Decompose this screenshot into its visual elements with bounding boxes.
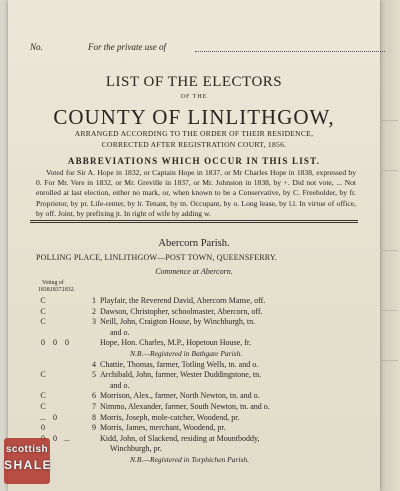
polling-place: POLLING PLACE, LINLITHGOW—POST TOWN, QUEENSFERRY. xyxy=(36,253,277,262)
divider xyxy=(30,220,358,221)
divider xyxy=(30,222,358,223)
elector-entry: Neill, John, Craigton House, by Winchburgh, tn. xyxy=(100,317,256,327)
logo-text-scottish: scottish xyxy=(5,444,49,455)
elector-entry: and o. xyxy=(110,327,130,337)
vote-mark: 0 xyxy=(53,433,57,443)
elector-entry: Morris, James, merchant, Woodend, pr. xyxy=(100,423,226,433)
abbreviations-heading: ABBREVIATIONS WHICH OCCUR IN THIS LIST. xyxy=(67,156,321,166)
vote-mark: 0 xyxy=(41,423,45,433)
bleed-line xyxy=(382,360,398,361)
title-of-the: OF THE xyxy=(180,94,208,100)
bleed-line xyxy=(382,120,398,121)
elector-entry: Hope, Hon. Charles, M.P., Hopetoun House, fr. xyxy=(100,338,252,348)
logo-text-shale: SHALE xyxy=(4,458,53,472)
elector-number: 7 xyxy=(92,402,96,411)
document-title: LIST OF THE ELECTORS xyxy=(105,74,283,90)
bleed-line xyxy=(382,170,398,171)
bleed-line xyxy=(382,310,398,311)
commence-note: Commence at Abercorn. xyxy=(155,267,233,276)
scottish-shale-logo xyxy=(4,438,52,484)
elector-number: 1 xyxy=(92,296,96,305)
elector-entry: Archibald, John, farmer, Wester Duddingstone, tn. xyxy=(100,370,262,380)
subtitle-arranged: ARRANGED ACCORDING TO THE ORDER OF THEIR RESIDENCE, xyxy=(74,129,314,138)
elector-number: 9 xyxy=(92,423,96,433)
elector-number: 2 xyxy=(92,306,96,316)
elector-entry: Dawson, Christopher, schoolmaster, Abercorn, off. xyxy=(100,306,263,316)
elector-entry: Kidd, John, of Slackend, residing at Mountboddy, xyxy=(100,433,260,443)
vote-mark: 0 xyxy=(65,338,69,348)
voting-of-label: Voting of xyxy=(42,280,64,286)
vote-mark: C xyxy=(40,296,46,305)
vote-mark: C xyxy=(40,306,46,316)
vote-mark: C xyxy=(40,391,46,401)
elector-number: 8 xyxy=(92,412,96,422)
vote-mark: 0 xyxy=(53,412,57,422)
number-label: No. xyxy=(30,42,43,52)
next-page-edge xyxy=(380,0,400,491)
elector-entry: Playfair, the Reverend David, Abercorn Manse, off. xyxy=(100,296,266,305)
elector-number: 6 xyxy=(92,391,96,401)
fill-in-line xyxy=(195,51,385,52)
vote-mark: 0 xyxy=(41,338,45,348)
abbreviations-text: Voted for Sir A. Hope in 1832, or Captain Hope in 1837, or Mr Charles Hope in 1838, expressed by 0. For Mr. Vere in 1832, or Mr. Greville in 1837, or Mr. Johnston in 1838, by +. Did not vote, ... Not enrolled at last election, either no mark, or, when known to be a Conservative, by C. Freeholder, by fr. Proprietor, by pr. Life-renter, by lr. Tenant, by tn. Occupant, by o. Long lease, by l.l. In virtue of office, by off. Joint, by prefixing jt. In right of wife by adding w. xyxy=(36,168,356,218)
voting-year: 1832. xyxy=(62,287,76,293)
elector-entry: Nimmo, Alexander, farmer, South Newton, tn. and o. xyxy=(100,402,270,411)
vote-mark: ... xyxy=(40,412,46,422)
registration-note: N.B.—Registered in Torphichen Parish. xyxy=(130,455,250,464)
elector-entry: Morrison, Alex., farmer, North Newton, tn. and o. xyxy=(100,391,260,401)
parish-heading: Abercorn Parish. xyxy=(158,238,230,249)
subtitle-corrected: CORRECTED AFTER REGISTRATION COURT, 1856. xyxy=(101,140,287,149)
bleed-line xyxy=(382,250,398,251)
elector-number: 3 xyxy=(92,317,96,327)
elector-entry: Morris, Joseph, mole-catcher, Woodend, pr. xyxy=(100,412,240,422)
vote-mark: C xyxy=(40,370,46,380)
elector-number: 5 xyxy=(92,370,96,380)
voting-year: 1837. xyxy=(50,287,64,293)
vote-mark: C xyxy=(40,402,46,411)
registration-note: N.B.—Registered in Bathgate Parish. xyxy=(130,349,243,358)
elector-entry: Winchburgh, pr. xyxy=(110,444,162,454)
county-title: COUNTY OF LINLITHGOW, xyxy=(53,105,335,129)
vote-mark: ... xyxy=(64,433,70,443)
elector-number: 4 xyxy=(92,359,96,369)
vote-mark: C xyxy=(40,317,46,327)
private-use-text: For the private use of xyxy=(88,42,166,52)
elector-entry: and o. xyxy=(110,380,130,390)
elector-entry: Chattie, Thomas, farmer, Totling Wells, tn. and o. xyxy=(100,359,259,369)
vote-mark: 0 xyxy=(53,338,57,348)
voting-year: 1838. xyxy=(38,287,52,293)
